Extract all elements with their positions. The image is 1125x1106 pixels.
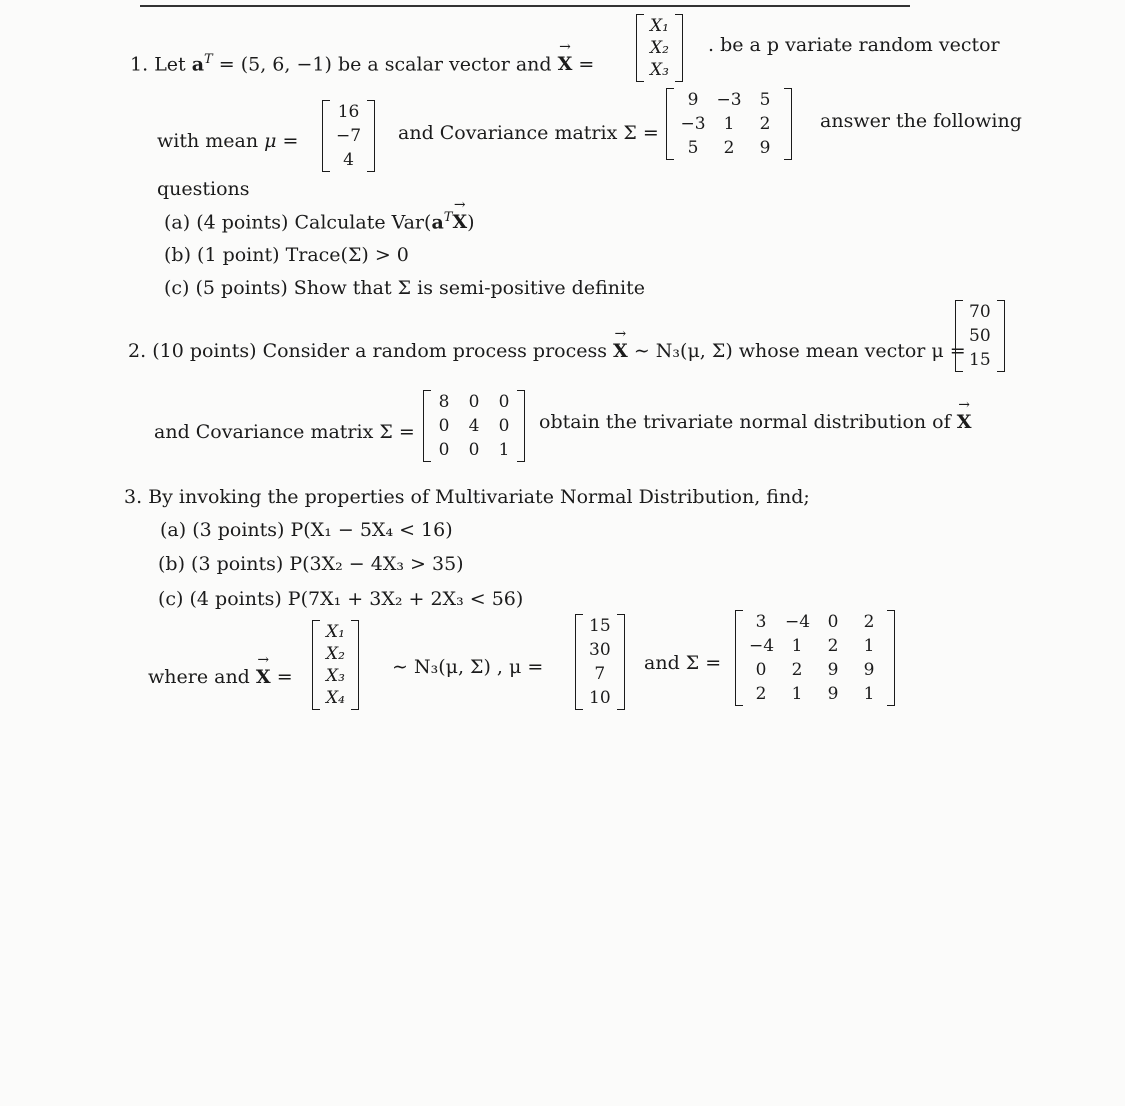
q3-mu-entry: 7 <box>594 664 606 684</box>
q2-mu-vector <box>955 300 1005 372</box>
q3-sigma-cell: 9 <box>827 660 839 680</box>
q1-part-a-label: (a) (4 points) Calculate Var( <box>164 211 432 234</box>
q1-sigma-cell: 2 <box>759 114 771 134</box>
q3-mu-vector <box>575 614 625 710</box>
q3-and-sigma: and Σ = <box>644 652 722 674</box>
q3-sigma-cell: 1 <box>791 636 803 656</box>
q1-a-definition: = (5, 6, −1) <box>218 53 332 76</box>
q2-text1: (10 points) Consider a random process process <box>152 340 607 362</box>
x-vector-symbol: → X <box>558 53 573 75</box>
q1-part-a: (a) (4 points) Calculate $Var(a^T\to X)$ <box>164 210 475 233</box>
q3-sigma-cell: 1 <box>863 684 875 704</box>
q2-mu-entry: 70 <box>969 302 991 322</box>
q3-where-line: where and → X = <box>148 666 293 688</box>
q3-sigma-cell: 2 <box>755 684 767 704</box>
q3-sigma-cell: 9 <box>827 684 839 704</box>
q2-line1: 2. (10 points) Consider a random process process → X ∼ N₃(μ, Σ) whose mean vector μ = <box>128 340 966 362</box>
q2-text2: ∼ N₃(μ, Σ) whose mean vector μ = <box>633 340 966 362</box>
q1-with-mean: with mean <box>157 130 259 152</box>
q1-sigma-cell: 5 <box>687 138 699 158</box>
q1-x-entry: X₁ <box>650 16 669 36</box>
q1-be-p-variate: . be a p variate random vector <box>708 34 1000 56</box>
q3-sigma-cell: −4 <box>785 612 811 632</box>
q3-dist: ∼ N₃(μ, Σ) , μ = <box>392 656 544 678</box>
q3-sigma-cell: 9 <box>863 660 875 680</box>
q1-sigma-cell: 2 <box>723 138 735 158</box>
q1-questions: questions <box>157 178 250 200</box>
q3-mu-entry: 30 <box>589 640 611 660</box>
q3-sigma-cell: 2 <box>863 612 875 632</box>
q1-part-c: (c) (5 points) Show that Σ is semi-positive definite <box>164 277 645 299</box>
q3-sigma-cell: 0 <box>755 660 767 680</box>
q3-mu-entry: 15 <box>589 616 611 636</box>
q2-sigma-cell: 0 <box>498 416 510 436</box>
q3-part-a: (a) (3 points) P(X₁ − 5X₄ < 16) <box>160 519 453 541</box>
a-vector-symbol: a <box>191 53 205 76</box>
q1-sigma-cell: 9 <box>687 90 699 110</box>
q1-mu-entry: 4 <box>343 150 354 170</box>
top-rule <box>140 0 910 7</box>
q3-where-and: where and <box>148 666 250 688</box>
q3-number: 3. <box>124 486 143 508</box>
q3-sigma-cell: 0 <box>827 612 839 632</box>
q2-sigma-cell: 8 <box>438 392 450 412</box>
q3-sigma-cell: −4 <box>749 636 775 656</box>
q3-x-entry: X₄ <box>326 688 345 708</box>
q2-obtain: obtain the trivariate normal distribution of <box>539 411 951 433</box>
q1-line1: 1. Let $a^T = (5$, 6, −1) be a scalar vector and → X = <box>130 52 594 75</box>
q3-x-entry: X₁ <box>326 622 345 642</box>
q1-sigma-matrix <box>666 88 792 160</box>
q2-number: 2. <box>128 340 147 362</box>
q3-mu-entry: 10 <box>589 688 611 708</box>
q2-sigma-matrix <box>423 390 525 462</box>
q3-sigma-cell: 2 <box>791 660 803 680</box>
q1-sigma-cell: 5 <box>759 90 771 110</box>
q2-obtain-line: obtain the trivariate normal distribution of → X <box>539 411 971 433</box>
q1-mu-entry: −7 <box>336 126 362 146</box>
q1-x-entry: X₂ <box>650 38 669 58</box>
q2-mu-entry: 15 <box>969 350 991 370</box>
q3-part-b: (b) (3 points) P(3X₂ − 4X₃ > 35) <box>158 553 464 575</box>
q1-be-scalar: be a scalar vector and <box>337 53 552 76</box>
q3-x-entry: X₃ <box>326 666 345 686</box>
q2-mu-entry: 50 <box>969 326 991 346</box>
q3-sigma-matrix <box>735 610 895 706</box>
q1-equals: = <box>578 53 595 76</box>
q1-number: 1. <box>130 53 149 76</box>
q2-sigma-cell: 0 <box>468 440 480 460</box>
q3-equals: = <box>276 666 293 688</box>
q2-sigma-cell: 4 <box>468 416 480 436</box>
q1-sigma-cell: −3 <box>716 90 742 110</box>
q3-x-entry: X₂ <box>326 644 345 664</box>
q1-sigma-cell: 9 <box>759 138 771 158</box>
q3-sigma-cell: 1 <box>791 684 803 704</box>
q2-sigma-cell: 0 <box>438 416 450 436</box>
q1-sigma-cell: −3 <box>680 114 706 134</box>
q1-x-entry: X₃ <box>650 60 669 80</box>
q2-and-cov: and Covariance matrix Σ = <box>154 421 415 443</box>
q3-sigma-cell: 3 <box>755 612 767 632</box>
q2-sigma-cell: 0 <box>468 392 480 412</box>
q1-answer-following: answer the following <box>820 110 1022 132</box>
q1-sigma-cell: 1 <box>723 114 735 134</box>
q1-mu-vector <box>322 100 375 172</box>
q1-let: Let <box>154 53 186 76</box>
q2-sigma-cell: 1 <box>498 440 510 460</box>
q3-part-c: (c) (4 points) P(7X₁ + 3X₂ + 2X₃ < 56) <box>158 588 524 610</box>
q1-mu-entry: 16 <box>337 102 360 122</box>
q1-x-vector <box>636 14 683 82</box>
q1-and-cov: and Covariance matrix Σ = <box>398 122 659 144</box>
q2-sigma-cell: 0 <box>438 440 450 460</box>
q3-sigma-cell: 2 <box>827 636 839 656</box>
q2-sigma-cell: 0 <box>498 392 510 412</box>
q3-sigma-cell: 1 <box>863 636 875 656</box>
q1-with-mean-line: with mean μ = <box>157 130 299 152</box>
q1-part-b: (b) (1 point) Trace(Σ) > 0 <box>164 244 409 266</box>
q3-intro-line <box>124 486 810 508</box>
q3-intro: By invoking the properties of Multivariate Normal Distribution, find; <box>148 486 810 508</box>
q3-x-vector <box>312 620 359 710</box>
q1-part-a-close: ) <box>467 211 475 234</box>
